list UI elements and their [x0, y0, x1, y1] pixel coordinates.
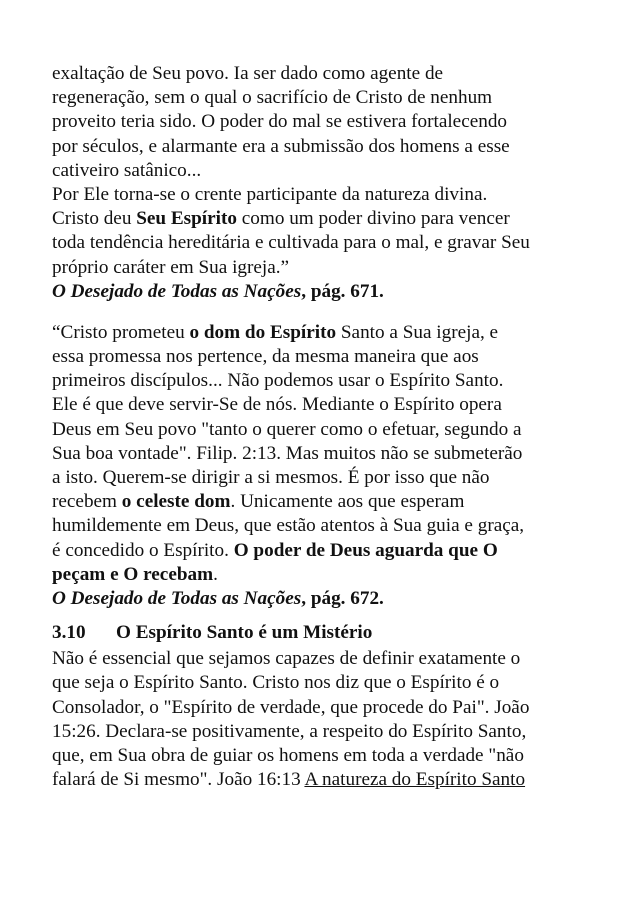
text-line: regeneração, sem o qual o sacrifício de Cristo de nenhum — [52, 87, 493, 109]
text-line: Ele é que deve servir-Se de nós. Mediante o Espírito opera — [52, 394, 502, 416]
emphasis-celeste-dom: o celeste dom — [121, 491, 231, 513]
text-run: . Unicamente aos que esperam — [230, 491, 465, 513]
citation-page: , pág. 672. — [301, 587, 384, 609]
section-heading — [52, 621, 592, 647]
paragraph-gap — [52, 304, 592, 321]
citation-671 — [52, 280, 592, 304]
text-line: Deus em Seu povo "tanto o querer como o efetuar, segundo a — [52, 418, 522, 440]
text-line: exaltação de Seu povo. Ia ser dado como agente de — [52, 63, 444, 84]
text-line — [52, 490, 592, 514]
text-line: humildemente em Deus, que estão atentos à Sua guia e graça, — [52, 515, 525, 537]
citation-book-title: O Desejado de Todas as Nações — [52, 280, 302, 302]
text-line: Não é essencial que sejamos capazes de definir exatamente o — [52, 648, 521, 670]
text-line: que, em Sua obra de guiar os homens em toda a verdade "não — [52, 744, 524, 766]
emphasis-seu-espirito: Seu Espírito — [136, 208, 237, 230]
document-page — [52, 62, 592, 792]
text-line — [52, 539, 592, 563]
text-run: recebem — [52, 491, 122, 513]
text-line: toda tendência hereditária e cultivada para o mal, e gravar Seu — [52, 232, 530, 254]
section-title: O Espírito Santo é um Mistério — [116, 622, 373, 644]
text-line: Consolador, o "Espírito de verdade, que procede do Pai". João — [52, 696, 530, 718]
text-line: primeiros discípulos... Não podemos usar o Espírito Santo. — [52, 370, 504, 392]
text-line: cativeiro satânico... — [52, 159, 202, 181]
emphasis-dom-do-espirito: o dom do Espírito — [189, 321, 337, 343]
text-line: proveito teria sido. O poder do mal se estivera fortalecendo — [52, 111, 508, 133]
section-number: 3.10 — [52, 622, 86, 644]
citation-book-title: O Desejado de Todas as Nações — [52, 587, 302, 609]
text-line: que seja o Espírito Santo. Cristo nos diz que o Espírito é o — [52, 672, 500, 694]
text-line: 15:26. Declara-se positivamente, a respeito do Espírito Santo, — [52, 720, 527, 742]
text-run: Santo a Sua igreja, e — [336, 321, 499, 343]
emphasis-poder-de-deus: O poder de Deus aguarda que O — [233, 539, 498, 561]
citation-672 — [52, 587, 592, 611]
text-line: próprio caráter em Sua igreja.” — [52, 256, 290, 278]
text-run: é concedido o Espírito. — [52, 539, 234, 561]
text-line — [52, 563, 592, 587]
paragraph-dom-do-espirito — [52, 321, 592, 611]
citation-page: , pág. 671. — [301, 280, 384, 302]
text-line: essa promessa nos pertence, da mesma maneira que aos — [52, 346, 479, 368]
paragraph-misterio — [52, 647, 592, 792]
text-line: Por Ele torna-se o crente participante da natureza divina. — [52, 183, 488, 205]
text-line — [52, 207, 592, 231]
text-run: . — [213, 563, 218, 585]
text-line — [52, 321, 592, 345]
text-line: por séculos, e alarmante era a submissão dos homens a esse — [52, 135, 510, 157]
text-line — [52, 768, 592, 792]
text-run: “Cristo prometeu — [52, 321, 190, 343]
text-line: Sua boa vontade". Filip. 2:13. Mas muitos não se submeterão — [52, 442, 523, 464]
text-run: como um poder divino para vencer — [236, 208, 510, 230]
paragraph-regeneration — [52, 62, 592, 304]
emphasis-pecam-recebam: peçam e O recebam — [52, 563, 214, 585]
hyperlink-natureza-espirito[interactable]: A natureza do Espírito Santo — [304, 769, 526, 791]
text-run: falará de Si mesmo". João 16:13 — [52, 769, 305, 791]
text-run: Cristo deu — [52, 208, 137, 230]
text-line: a isto. Querem-se dirigir a si mesmos. É por isso que não — [52, 467, 490, 488]
